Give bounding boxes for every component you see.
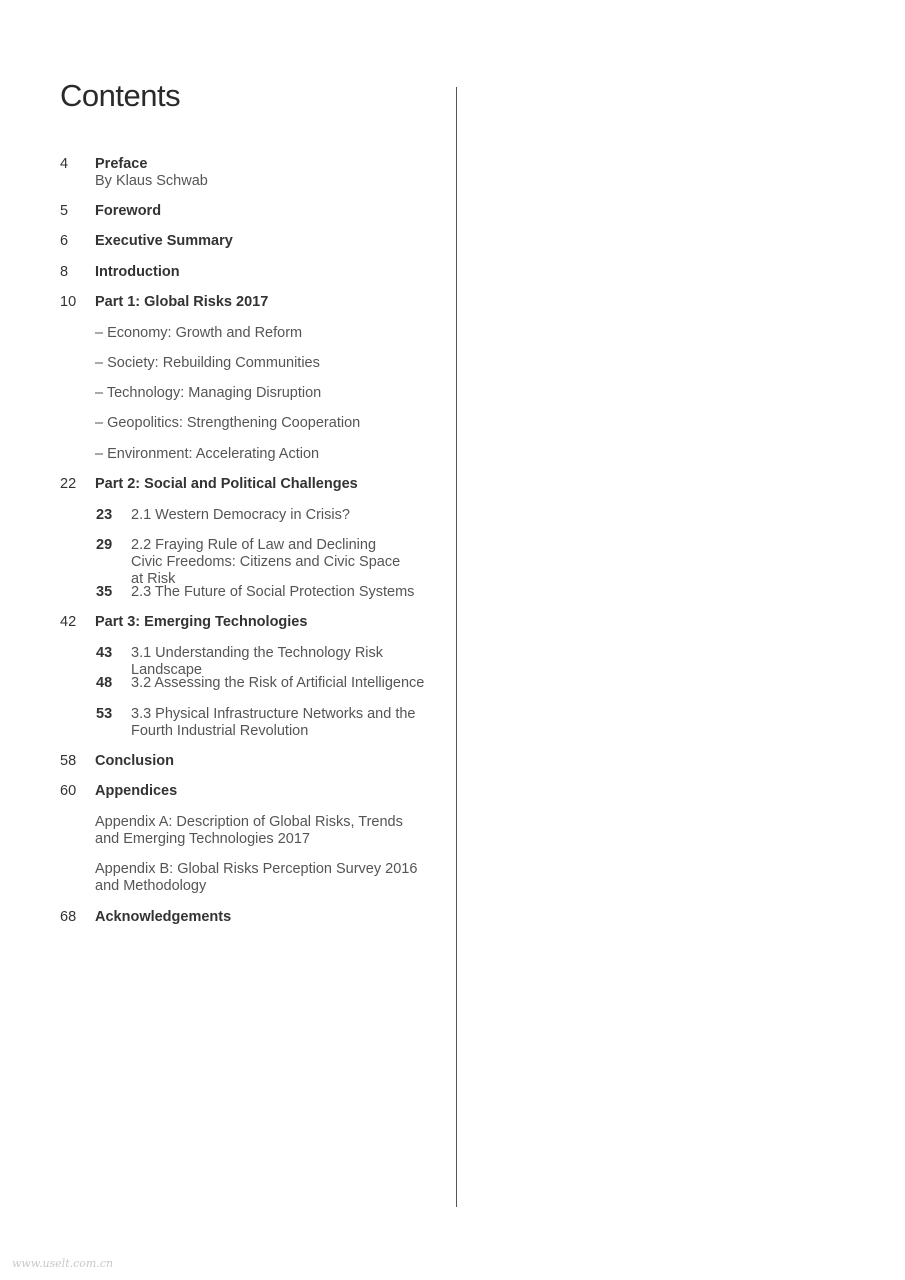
entry-label: Part 2: Social and Political Challenges xyxy=(95,476,358,492)
entry-label: – Society: Rebuilding Communities xyxy=(95,355,320,371)
entry-label: Introduction xyxy=(95,264,180,280)
entry-label: 3.2 Assessing the Risk of Artificial Intelligence xyxy=(131,675,425,691)
page-number: 58 xyxy=(60,753,77,769)
entry-label: Appendix A: Description of Global Risks, Trends and Emerging Technologies 2017 xyxy=(95,814,403,847)
entry-label: 3.1 Understanding the Technology Risk Landscape xyxy=(131,645,384,678)
page-number: 42 xyxy=(60,614,77,630)
entry-label: 2.2 Fraying Rule of Law and Declining Civic Freedoms: Citizens and Civic Space at Risk xyxy=(131,537,401,587)
entry-label: – Economy: Growth and Reform xyxy=(95,325,303,341)
entry-label: Preface xyxy=(95,156,148,172)
page-number: 10 xyxy=(60,294,77,310)
entry-label: – Geopolitics: Strengthening Cooperation xyxy=(95,415,361,431)
page-number: 22 xyxy=(60,476,77,492)
page-number: 4 xyxy=(60,156,69,172)
entry-label: Conclusion xyxy=(95,753,174,769)
entry-label: Appendices xyxy=(95,783,178,799)
page-number: 60 xyxy=(60,783,77,799)
page-number: 68 xyxy=(60,909,77,925)
page-number: 6 xyxy=(60,233,69,249)
entry-label: 2.1 Western Democracy in Crisis? xyxy=(131,507,350,523)
entry-label: Appendix B: Global Risks Perception Survey 2016 and Methodology xyxy=(95,861,418,894)
column-divider xyxy=(456,87,457,1207)
entry-label: 2.3 The Future of Social Protection Systems xyxy=(131,584,415,600)
entry-label: – Technology: Managing Disruption xyxy=(95,385,322,401)
entry-label: Acknowledgements xyxy=(95,909,232,925)
page-number: 35 xyxy=(96,584,113,600)
entry-label: Part 1: Global Risks 2017 xyxy=(95,294,269,310)
page-number: 48 xyxy=(96,675,113,691)
entry-label: Executive Summary xyxy=(95,233,233,249)
entry-label: Part 3: Emerging Technologies xyxy=(95,614,308,630)
page-number: 23 xyxy=(96,507,113,523)
watermark: www.uselt.com.cn xyxy=(12,1257,114,1270)
entry-author: By Klaus Schwab xyxy=(95,173,208,189)
page-number: 5 xyxy=(60,203,69,219)
page-number: 8 xyxy=(60,264,69,280)
page-number: 53 xyxy=(96,706,113,722)
page-number: 43 xyxy=(96,645,113,661)
page-title: Contents xyxy=(60,78,181,113)
entry-label: 3.3 Physical Infrastructure Networks and the Fourth Industrial Revolution xyxy=(131,706,416,739)
entry-label: Foreword xyxy=(95,203,162,219)
entry-label: – Environment: Accelerating Action xyxy=(95,446,320,462)
page-number: 29 xyxy=(96,537,113,553)
